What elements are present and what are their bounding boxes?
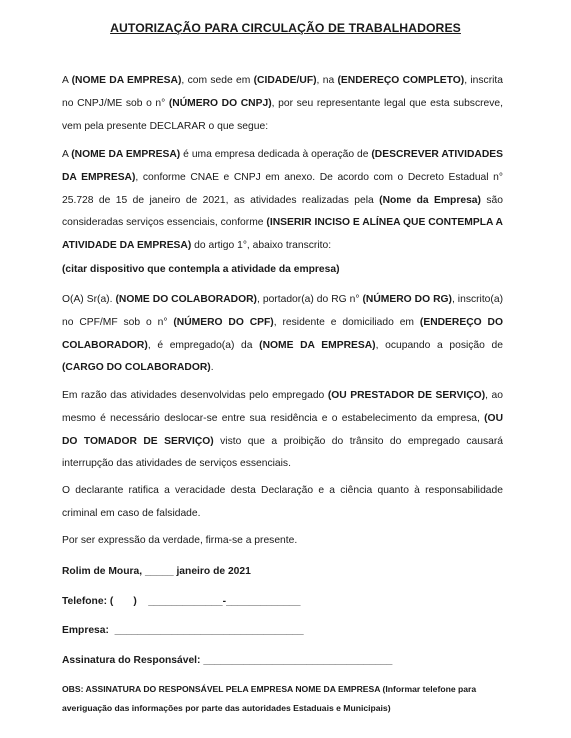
document-title: AUTORIZAÇÃO PARA CIRCULAÇÃO DE TRABALHADORES: [110, 21, 461, 35]
body-text: , portador(a) do RG n°: [257, 294, 363, 305]
body-text: , ocupando a posição de: [375, 339, 503, 351]
body-text: , é empregado(a) da: [147, 339, 260, 351]
body-text: A: [62, 75, 72, 86]
placeholder-text: (NOME DA EMPRESA): [71, 75, 182, 86]
body-text: , inscrita no CNPJ/ME sob o n°: [62, 75, 503, 109]
placeholder-text: (NOME DO COLABORADOR): [115, 294, 257, 305]
body-text: , com sede em: [181, 75, 254, 86]
paragraph-company-identification: [62, 70, 503, 138]
company-line: Empresa: _________________________________: [62, 625, 304, 636]
body-text: , residente e domiciliado em: [273, 316, 420, 328]
body-text: , conforme CNAE e CNPJ em anexo. De acordo com o Decreto Estadual n° 25.728 de 15 de janeiro de 2021, as atividades realizadas pela: [62, 171, 503, 206]
body-text: Por ser expressão da verdade, firma-se a presente.: [62, 535, 298, 546]
body-text: Em razão das atividades desenvolvidas pelo empregado: [62, 390, 328, 401]
placeholder-text: (OU PRESTADOR DE SERVIÇO): [327, 390, 486, 401]
placeholder-text: (CIDADE/UF): [253, 75, 317, 86]
placeholder-text: (INSERIR INCISO E ALÍNEA QUE CONTEMPLA A ATIVIDADE DA EMPRESA): [62, 217, 503, 252]
paragraph-cited-provision: [62, 259, 503, 282]
body-text: visto que a proibição do trânsito do empregado causará interrupção das atividades de serviços essenciais.: [62, 435, 503, 470]
placeholder-text: (ENDEREÇO DO COLABORADOR): [62, 316, 503, 351]
body-text: O declarante ratifica a veracidade desta Declaração e a ciência quanto à responsabilidade criminal em caso de falsidade.: [62, 485, 503, 519]
body-text: , ao mesmo é necessário deslocar-se entre sua residência e o estabelecimento da empresa,: [62, 390, 503, 424]
placeholder-text: (NÚMERO DO CNPJ): [168, 97, 272, 109]
body-text: do artigo 1°, abaixo transcrito:: [191, 240, 332, 252]
paragraph-travel-justification: [62, 385, 503, 476]
placeholder-text: (OU DO TOMADOR DE SERVIÇO): [62, 412, 503, 447]
paragraph-company-activity: [62, 144, 503, 258]
placeholder-text: (NÚMERO DO CPF): [173, 316, 274, 328]
placeholder-text: (NOME DA EMPRESA): [259, 339, 376, 351]
paragraph-ratification: [62, 480, 503, 526]
body-text: , na: [316, 75, 338, 86]
date-line: Rolim de Moura, _____ janeiro de 2021: [62, 566, 251, 577]
placeholder-text: (NÚMERO DO RG): [362, 294, 452, 305]
body-text: são consideradas serviços essenciais, conforme: [62, 194, 503, 229]
placeholder-text: (DESCREVER ATIVIDADES DA EMPRESA): [62, 149, 504, 183]
observation-note: OBS: ASSINATURA DO RESPONSÁVEL PELA EMPRESA NOME DA EMPRESA (Informar telefone para averiguação das informações por parte das autoridades Estaduais e Municipais): [62, 684, 477, 713]
body-text: é uma empresa dedicada à operação de: [180, 149, 372, 160]
placeholder-text: (CARGO DO COLABORADOR): [62, 362, 211, 374]
phone-line: Telefone: ( ) _____________-_____________: [62, 596, 301, 607]
body-text: O(A) Sr(a).: [62, 294, 116, 305]
body-text: A: [62, 149, 72, 160]
body-text: .: [210, 362, 214, 374]
placeholder-text: (citar dispositivo que contempla a atividade da empresa): [62, 264, 340, 275]
paragraph-closing: [62, 530, 503, 553]
placeholder-text: (ENDEREÇO COMPLETO): [337, 75, 465, 86]
placeholder-text: (NOME DA EMPRESA): [71, 149, 181, 160]
placeholder-text: (Nome da Empresa): [379, 194, 481, 206]
body-text: , inscrito(a) no CPF/MF sob o n°: [62, 294, 503, 328]
signature-line: Assinatura do Responsável: _________________________________: [62, 655, 393, 666]
paragraph-employee-identification: [62, 289, 503, 380]
body-text: , por seu representante legal que esta subscreve, vem pela presente DECLARAR o que segue:: [62, 97, 503, 132]
